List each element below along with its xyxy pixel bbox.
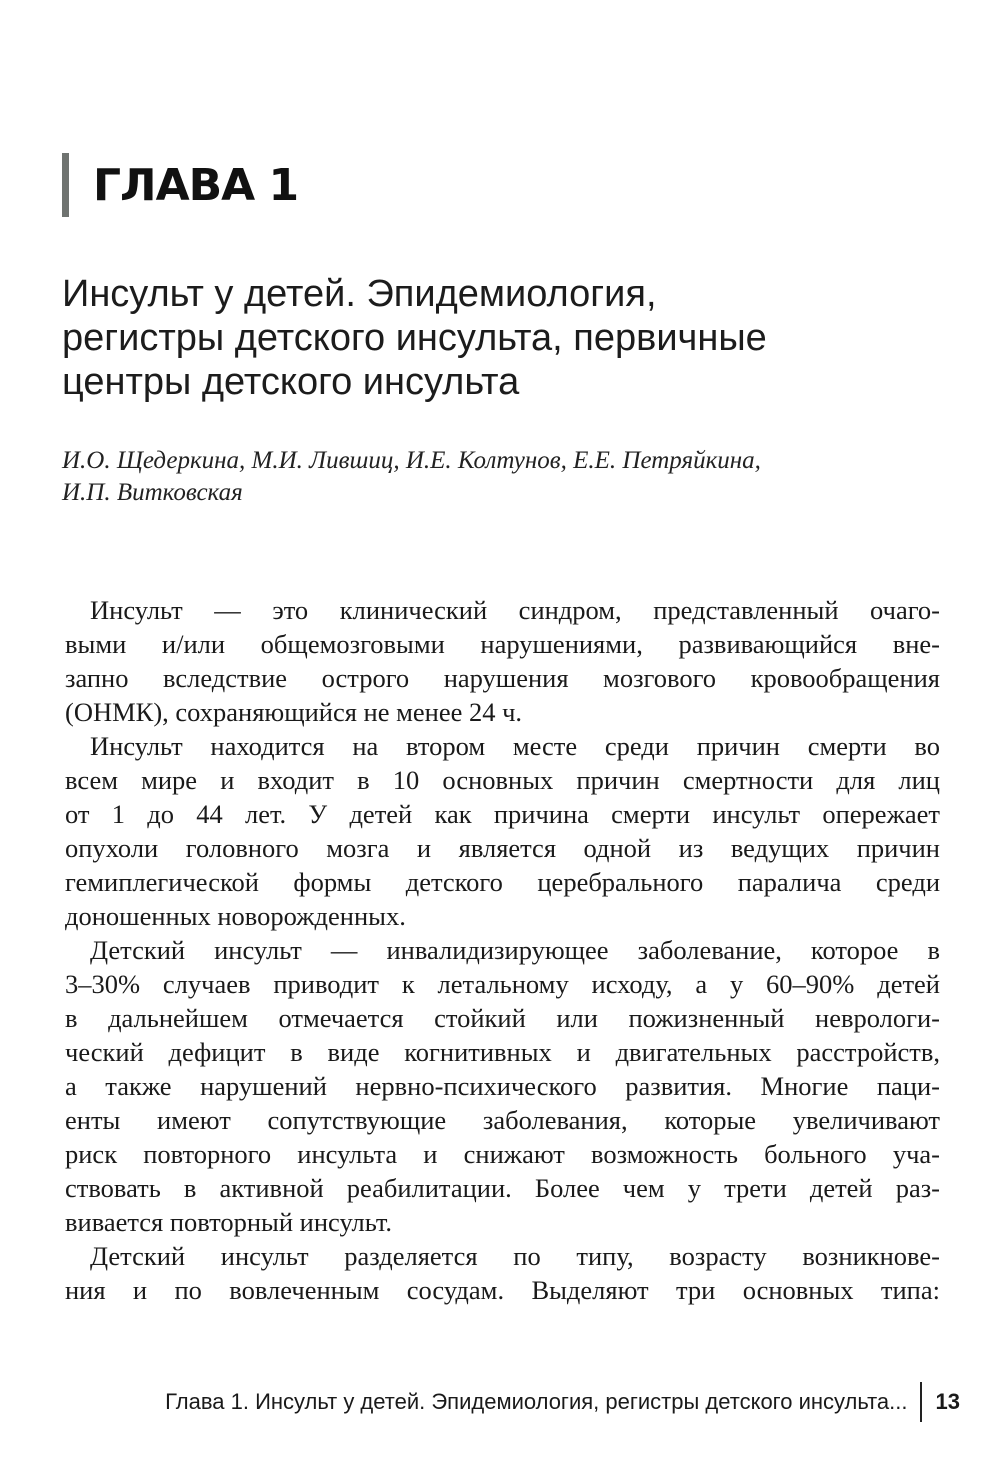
paragraph-line: (ОНМК), сохраняющийся не менее 24 ч. [65,697,523,727]
paragraph-line: запно вследствие острого нарушения мозгового кровообращения [65,663,940,693]
running-title: Глава 1. Инсульт у детей. Эпидемиология, регистры детского инсульта... [165,1389,908,1414]
paragraph-line: в дальнейшем отмечается стойкий или пожизненный неврологи- [65,1003,940,1033]
body-text [65,593,940,1307]
paragraph [65,729,940,933]
title-line: центры детского инсульта [62,361,520,403]
page-number: 13 [935,1389,960,1414]
paragraph-line: 3–30% случаев приводит к летальному исходу, а у 60–90% детей [65,969,940,999]
paragraph-line: от 1 до 44 лет. У детей как причина смерти инсульт опережает [65,799,940,829]
paragraph-line: а также нарушений нервно-психического развития. Многие паци- [65,1071,940,1101]
paragraph-line: Инсульт — это клинический синдром, представленный очаго- [90,595,940,625]
paragraph-line: риск повторного инсульта и снижают возможность больного уча- [65,1139,940,1169]
chapter-marker-bar [62,153,69,217]
authors [62,445,942,509]
title-line: Инсульт у детей. Эпидемиология, [62,273,657,315]
paragraph-line: опухоли головного мозга и является одной из ведущих причин [65,833,940,863]
paragraph [65,1239,940,1307]
footer-separator [920,1382,922,1422]
paragraph [65,593,940,729]
chapter-label: ГЛАВА 1 [93,159,299,211]
paragraph-line: ствовать в активной реабилитации. Более чем у трети детей раз- [65,1173,940,1203]
paragraph-line: ния и по вовлеченным сосудам. Выделяют три основных типа: [65,1275,940,1305]
paragraph-line: Инсульт находится на втором месте среди причин смерти во [90,731,940,761]
paragraph-line: гемиплегической формы детского церебрального паралича среди [65,867,940,897]
paragraph-line: ческий дефицит в виде когнитивных и двигательных расстройств, [65,1037,940,1067]
chapter-heading [62,150,298,220]
paragraph-line: Детский инсульт — инвалидизирующее заболевание, которое в [90,935,940,965]
paragraph-line: вивается повторный инсульт. [65,1207,393,1237]
paragraph-line: енты имеют сопутствующие заболевания, которые увеличивают [65,1105,940,1135]
paragraph-line: доношенных новорожденных. [65,901,406,931]
page-footer [0,1382,960,1422]
paragraph-line: выми и/или общемозговыми нарушениями, развивающийся вне- [65,629,940,659]
authors-line: И.О. Щедеркина, М.И. Лившиц, И.Е. Колтунов, Е.Е. Петряйкина, [62,447,761,474]
chapter-title [62,272,962,404]
paragraph [65,933,940,1239]
paragraph-line: всем мире и входит в 10 основных причин смертности для лиц [65,765,940,795]
title-line: регистры детского инсульта, первичные [62,317,767,359]
paragraph-line: Детский инсульт разделяется по типу, возрасту возникнове- [90,1241,940,1271]
authors-line: И.П. Витковская [62,479,243,506]
